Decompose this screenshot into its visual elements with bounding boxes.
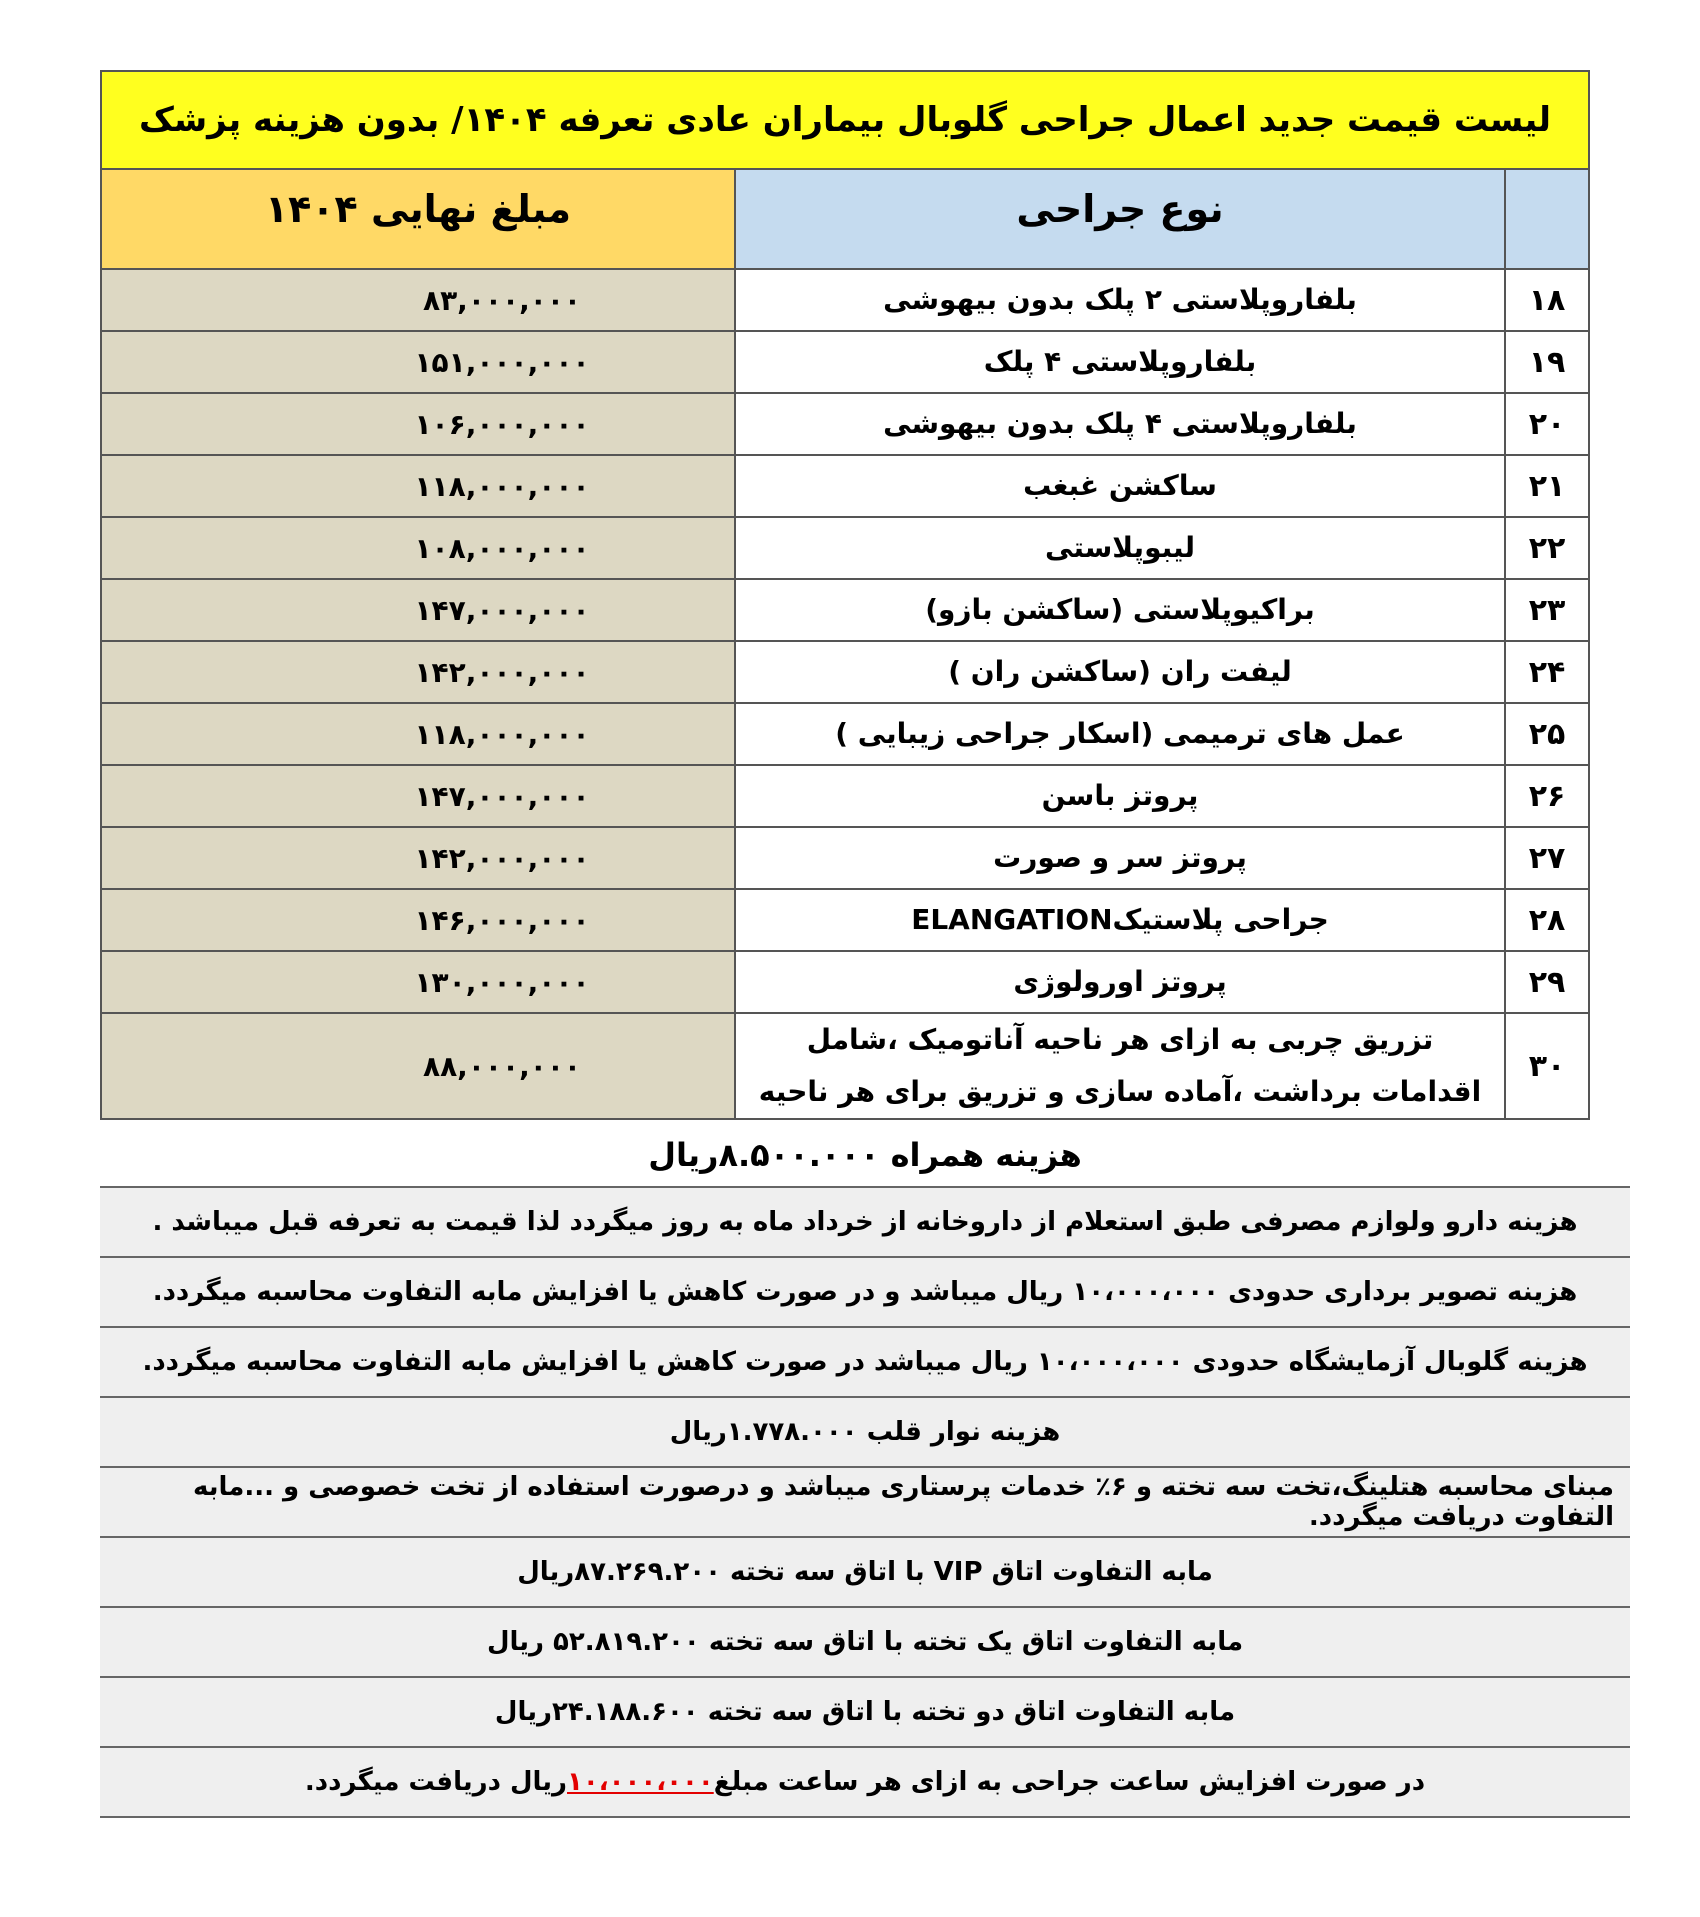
row-price-value: ۱۱۸,۰۰۰,۰۰۰	[414, 469, 590, 503]
row-price-value: ۱۱۸,۰۰۰,۰۰۰	[414, 717, 590, 751]
row-index: ۲۰	[1504, 394, 1590, 456]
row-price	[100, 270, 734, 332]
row-price	[100, 890, 734, 952]
row-surgery-name: بلفاروپلاستی ۲ پلک بدون بیهوشی	[734, 270, 1504, 332]
note-item-overtime	[100, 1748, 1630, 1818]
row-price-value: ۱۵۱,۰۰۰,۰۰۰	[414, 345, 590, 379]
row-price-value: ۱۳۰,۰۰۰,۰۰۰	[414, 965, 590, 999]
row-surgery-name: پروتز باسن	[734, 766, 1504, 828]
row-surgery-name: بلفاروپلاستی ۴ پلک	[734, 332, 1504, 394]
row-price-value: ۱۴۷,۰۰۰,۰۰۰	[414, 593, 590, 627]
row-index: ۲۶	[1504, 766, 1590, 828]
row-price-value: ۸۸,۰۰۰,۰۰۰	[423, 1049, 581, 1083]
row-index: ۲۵	[1504, 704, 1590, 766]
row-price	[100, 1014, 734, 1120]
row-surgery-name: ساکشن غبغب	[734, 456, 1504, 518]
note-item: هزینه تصویر برداری حدودی ۱۰،۰۰۰،۰۰۰ ریال میباشد و در صورت کاهش یا افزایش مابه التفاوت محاسبه میگردد.	[100, 1258, 1630, 1328]
row-price	[100, 642, 734, 704]
row-surgery-name: لیفت ران (ساکشن ران )	[734, 642, 1504, 704]
row-index: ۲۱	[1504, 456, 1590, 518]
row-surgery-name: لیبوپلاستی	[734, 518, 1504, 580]
note-overtime-amount: ۱۰،۰۰۰،۰۰۰	[567, 1767, 714, 1797]
price-table	[100, 70, 1590, 1120]
row-index: ۲۹	[1504, 952, 1590, 1014]
row-price	[100, 828, 734, 890]
note-item: هزینه گلوبال آزمایشگاه حدودی ۱۰،۰۰۰،۰۰۰ ریال میباشد در صورت کاهش یا افزایش مابه التفاوت محاسبه میگردد.	[100, 1328, 1630, 1398]
note-overtime-before: در صورت افزایش ساعت جراحی به ازای هر ساعت مبلغ	[713, 1767, 1426, 1797]
row-price	[100, 456, 734, 518]
note-item: هزینه دارو ولوازم مصرفی طبق استعلام از داروخانه از خرداد ماه به روز میگردد لذا قیمت به تعرفه قبل میباشد .	[100, 1188, 1630, 1258]
row-surgery-name: بلفاروپلاستی ۴ پلک بدون بیهوشی	[734, 394, 1504, 456]
row-index: ۱۸	[1504, 270, 1590, 332]
row-price	[100, 518, 734, 580]
row-price-value: ۱۴۶,۰۰۰,۰۰۰	[414, 903, 590, 937]
header-index	[1504, 170, 1590, 270]
row-surgery-name: براکیوپلاستی (ساکشن بازو)	[734, 580, 1504, 642]
row-price	[100, 704, 734, 766]
header-surgery-type: نوع جراحی	[734, 170, 1504, 270]
row-index: ۲۸	[1504, 890, 1590, 952]
row-price-value: ۱۴۷,۰۰۰,۰۰۰	[414, 779, 590, 813]
row-price-value: ۱۴۲,۰۰۰,۰۰۰	[414, 655, 590, 689]
notes-list	[100, 1186, 1630, 1818]
row-index: ۲۲	[1504, 518, 1590, 580]
row-index: ۱۹	[1504, 332, 1590, 394]
row-index: ۳۰	[1504, 1014, 1590, 1120]
row-surgery-name: عمل های ترمیمی (اسکار جراحی زیبایی )	[734, 704, 1504, 766]
row-price	[100, 394, 734, 456]
row-surgery-name: جراحی پلاستیکELANGATION	[734, 890, 1504, 952]
row-price	[100, 952, 734, 1014]
row-price	[100, 580, 734, 642]
note-item: مبنای محاسبه هتلینگ،تخت سه تخته و ۶٪ خدمات پرستاری میباشد و درصورت استفاده از تخت خصوصی و ...مابه التفاوت دریافت میگردد.	[100, 1468, 1630, 1538]
row-price	[100, 332, 734, 394]
row-price-value: ۱۴۲,۰۰۰,۰۰۰	[414, 841, 590, 875]
table-title: لیست قیمت جدید اعمال جراحی گلوبال بیماران عادی تعرفه ۱۴۰۴/ بدون هزینه پزشک	[100, 70, 1590, 170]
row-index: ۲۳	[1504, 580, 1590, 642]
note-overtime-after: ریال دریافت میگردد.	[304, 1767, 568, 1797]
row-surgery-name: تزریق چربی به ازای هر ناحیه آناتومیک ،شامل اقدامات برداشت ،آماده سازی و تزریق برای هر ناحیه	[734, 1014, 1504, 1120]
row-price-value: ۸۳,۰۰۰,۰۰۰	[423, 283, 581, 317]
row-index: ۲۴	[1504, 642, 1590, 704]
note-item: مابه التفاوت اتاق یک تخته با اتاق سه تخته ۵۲.۸۱۹.۲۰۰ ریال	[100, 1608, 1630, 1678]
row-index: ۲۷	[1504, 828, 1590, 890]
companion-cost: هزینه همراه ۸.۵۰۰.۰۰۰ریال	[648, 1136, 1082, 1174]
note-item: مابه التفاوت اتاق VIP با اتاق سه تخته ۸۷.۲۶۹.۲۰۰ریال	[100, 1538, 1630, 1608]
row-price-value: ۱۰۶,۰۰۰,۰۰۰	[414, 407, 590, 441]
row-surgery-name: پروتز سر و صورت	[734, 828, 1504, 890]
row-price-value: ۱۰۸,۰۰۰,۰۰۰	[414, 531, 590, 565]
note-item: هزینه نوار قلب ۱.۷۷۸.۰۰۰ریال	[100, 1398, 1630, 1468]
note-item: مابه التفاوت اتاق دو تخته با اتاق سه تخته ۲۴.۱۸۸.۶۰۰ریال	[100, 1678, 1630, 1748]
table-grid	[100, 170, 1590, 1120]
row-surgery-name: پروتز اورولوژی	[734, 952, 1504, 1014]
row-price	[100, 766, 734, 828]
header-final-price: مبلغ نهایی ۱۴۰۴	[100, 170, 734, 270]
